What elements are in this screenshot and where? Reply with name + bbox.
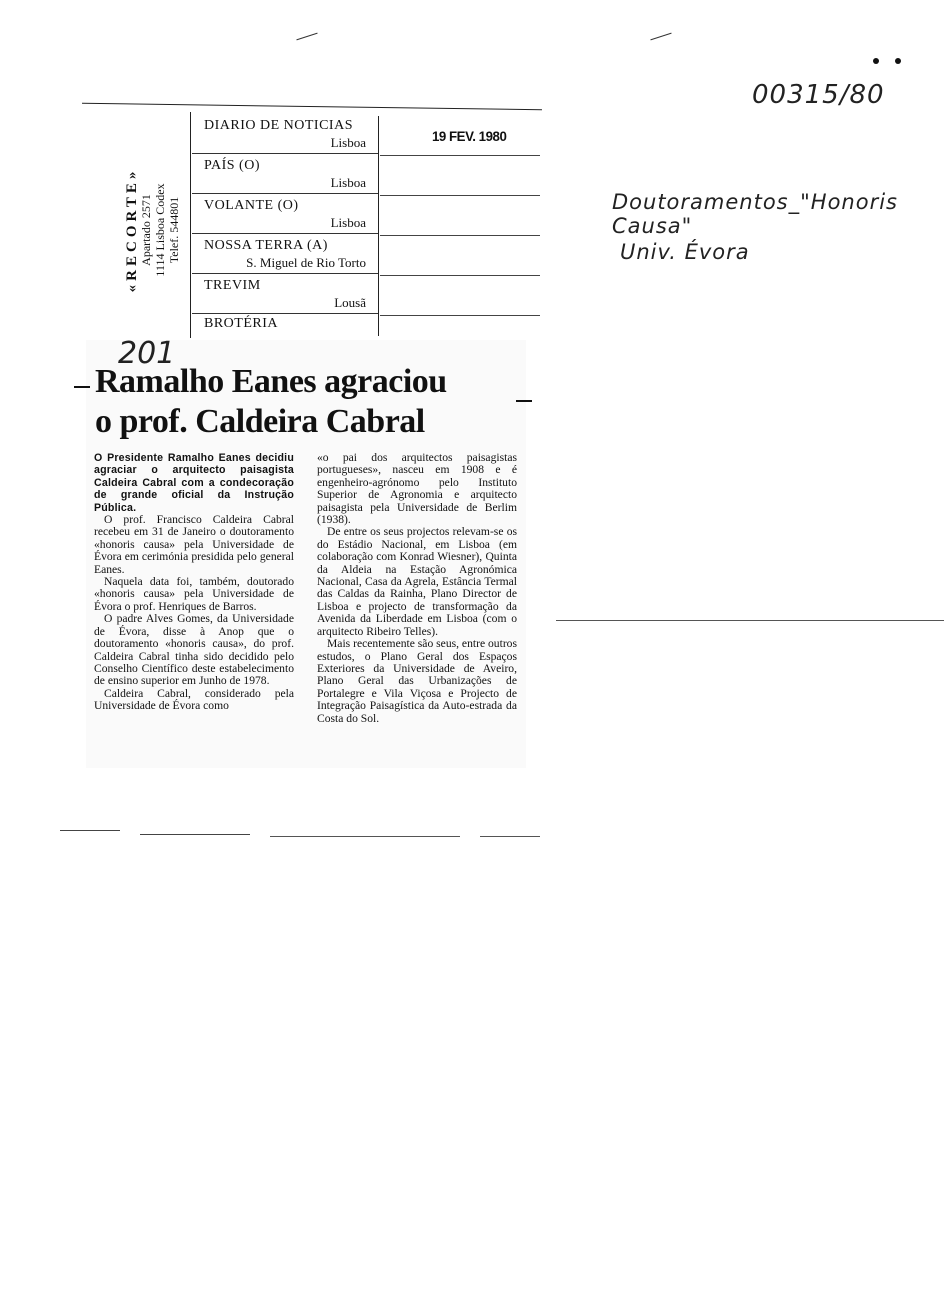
publication-name: DIARIO DE NOTICIAS [204, 118, 353, 133]
scan-line [140, 834, 250, 835]
handwritten-note: Doutoramentos_"Honoris Causa" [612, 190, 898, 238]
column-divider [378, 116, 379, 336]
margin-dash [74, 386, 90, 388]
scan-line [480, 836, 540, 837]
publication-place: Lousã [334, 295, 366, 310]
publication-name: TREVIM [204, 278, 261, 293]
publication-place: Lisboa [330, 175, 366, 190]
header-top-rule [82, 103, 542, 110]
stamp-phone: Telef. 544801 [167, 196, 181, 264]
scan-mark-top-left [296, 33, 317, 41]
date-row [380, 236, 540, 276]
date-stamp: 19 FEV. 1980 [431, 128, 507, 144]
publication-row [192, 194, 378, 234]
publication-name: PAÍS (O) [204, 158, 260, 173]
recorte-stamp [105, 160, 201, 300]
article-number: 201 [118, 336, 176, 371]
scan-line [270, 836, 460, 837]
article-paragraph: De entre os seus projectos relevam-se os do Estádio Nacional, em Lisboa (em colaboração com Konrad Wiesner), Quinta da Aldeia na Estação Agronómica Nacional, Casa da Agrela, Estância Termal das Caldas da Rainha, Plano Director de Lisboa e projecto de transformação da Avenida da Liberdade em Lisboa (com o arquitecto Ribeiro Telles). [317, 525, 517, 638]
publication-row [192, 114, 378, 154]
publication-place: Lisboa [330, 135, 366, 150]
article-column-left [94, 452, 294, 713]
scan-mark-top-right [650, 33, 671, 41]
article-paragraph: «o pai dos arquitectos paisagistas portugueses», nasceu em 1908 e é engenheiro-agrónomo pelo Instituto Superior de Agronomia e arquitecto paisagista pela Universidade de Berlim (1938). [317, 451, 517, 527]
article-paragraph: Caldeira Cabral, considerado pela Universidade de Évora como [94, 686, 294, 713]
handwritten-note: Univ. Évora [620, 240, 750, 264]
publication-place: S. Miguel de Rio Torto [246, 255, 366, 270]
article-paragraph: Naquela data foi, também, doutorado «honoris causa» pela Universidade de Évora o prof. Henriques de Barros. [94, 575, 294, 613]
publication-row [192, 154, 378, 194]
article-column-right [317, 452, 517, 725]
publication-row [192, 234, 378, 274]
article-paragraph: O prof. Francisco Caldeira Cabral recebeu em 31 de Janeiro o doutoramento «honoris causa» pela Universidade de Évora em cerimónia presidida pelo general Eanes. [94, 513, 294, 576]
article-lead: O Presidente Ramalho Eanes decidiu agraciar o arquitecto paisagista Caldeira Cabral com a condecoração de grande oficial da Instrução Pública. [94, 452, 294, 514]
stamp-address: Apartado 2571 [139, 194, 153, 266]
reference-number: 00315/80 [752, 80, 885, 110]
publication-row [192, 274, 378, 314]
article-headline: Ramalho Eanes agraciou [95, 363, 447, 400]
publication-name: VOLANTE (O) [204, 198, 299, 213]
date-row [380, 156, 540, 196]
article-headline: o prof. Caldeira Cabral [95, 403, 425, 440]
stamp-address: 1114 Lisboa Codex [153, 183, 167, 277]
article-paragraph: Mais recentemente são seus, entre outros estudos, o Plano Geral dos Espaços Exteriores da Universidade de Aveiro, Plano Geral das Urbanizações de Portalegre e Vila Viçosa e Projecto de Integração Paisagística da Auto-estrada da Costa do Sol. [317, 637, 517, 725]
publication-place: Lisboa [330, 215, 366, 230]
scan-dot [873, 58, 879, 64]
scan-line [556, 620, 944, 621]
scan-dot [895, 58, 901, 64]
stamp-title: «RECORTE» [124, 167, 140, 293]
article-paragraph: O padre Alves Gomes, da Universidade de Évora, disse à Anop que o doutoramento «honoris causa», do prof. Caldeira Cabral tinha sido decidido pelo Conselho Científico deste estabelecimento de ensino superior em Junho de 1978. [94, 612, 294, 688]
publication-name: NOSSA TERRA (A) [204, 238, 328, 253]
publication-name: BROTÉRIA [204, 316, 278, 331]
publication-row [192, 314, 378, 336]
date-row [380, 196, 540, 236]
scan-line [60, 830, 120, 831]
date-row [380, 276, 540, 316]
